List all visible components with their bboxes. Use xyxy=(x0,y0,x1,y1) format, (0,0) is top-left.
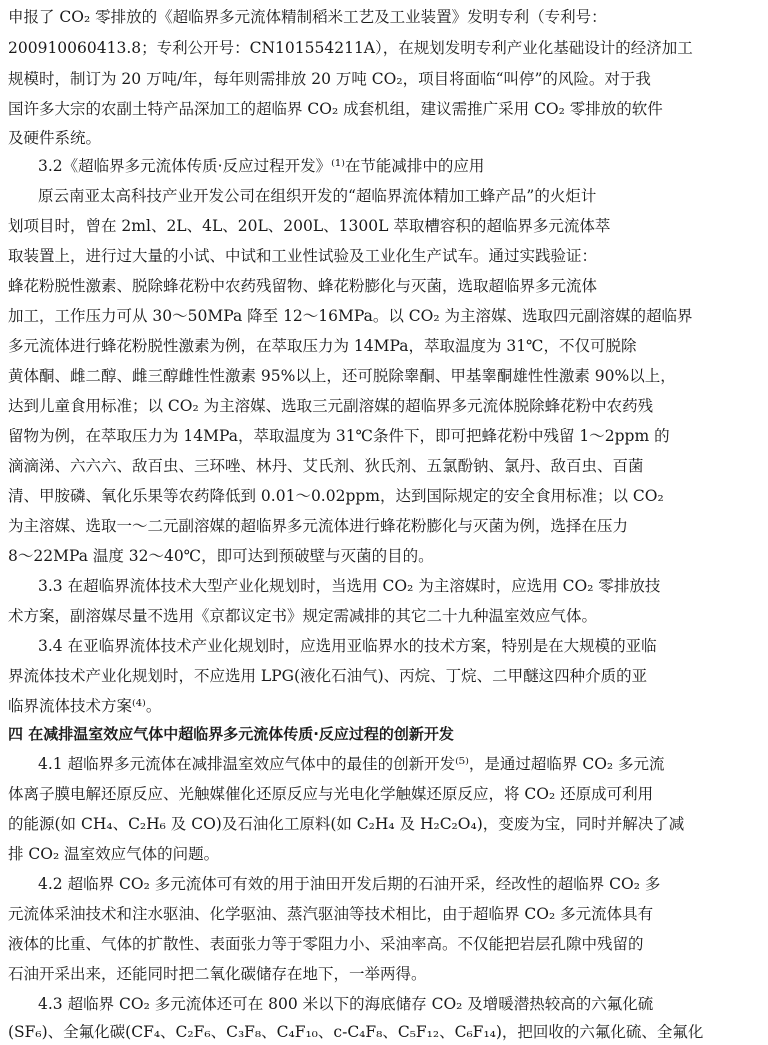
text-line: 取装置上，进行过大量的小试、中试和工业性试验及工业化生产试车。通过实践验证： xyxy=(8,247,598,265)
text-line: 界流体技术产业化规划时，不应选用 LPG(液化石油气)、丙烷、丁烷、二甲醚这四种介质的亚 xyxy=(8,667,648,685)
section-heading-3-2: 3.2《超临界多元流体传质·反应过程开发》⁽¹⁾在节能减排中的应用 xyxy=(38,157,485,175)
text-line: 蜂花粉脱性激素、脱除蜂花粉中农药残留物、蜂花粉膨化与灭菌，选取超临界多元流体 xyxy=(8,277,598,295)
text-line: 规模时，制订为 20 万吨/年，每年则需排放 20 万吨 CO₂，项目将面临“叫停”的风险。对于我 xyxy=(8,70,651,88)
text-line: 加工，工作压力可从 30～50MPa 降至 12～16MPa。以 CO₂ 为主溶媒、选取四元副溶媒的超临界 xyxy=(8,307,693,325)
text-line: 元流体采油技术和注水驱油、化学驱油、蒸汽驱油等技术相比，由于超临界 CO₂ 多元流体具有 xyxy=(8,905,654,923)
text-line: 黄体酮、雌二醇、雌三醇雌性性激素 95%以上，还可脱除睾酮、甲基睾酮雄性性激素 90%以上， xyxy=(8,367,676,385)
text-line: 及硬件系统。 xyxy=(8,129,102,147)
text-line: 滴滴涕、六六六、敌百虫、三环唑、林丹、艾氏剂、狄氏剂、五氯酚钠、氯丹、敌百虫、百菌 xyxy=(8,457,644,475)
text-line: 4.2 超临界 CO₂ 多元流体可有效的用于油田开发后期的石油开采，经改性的超临界 CO₂ 多 xyxy=(38,875,661,893)
text-line: 200910060413.8；专利公开号：CN101554211A），在规划发明专利产业化基础设计的经济加工 xyxy=(8,39,693,57)
text-line: 申报了 CO₂ 零排放的《超临界多元流体精制稻米工艺及工业装置》发明专利（专利号： xyxy=(8,8,607,26)
text-line: 石油开采出来，还能同时把二氧化碳储存在地下，一举两得。 xyxy=(8,965,427,983)
text-line: 3.3 在超临界流体技术大型产业化规划时，当选用 CO₂ 为主溶媒时，应选用 CO₂ 零排放技 xyxy=(38,577,661,595)
text-line: 4.3 超临界 CO₂ 多元流体还可在 800 米以下的海底储存 CO₂ 及增暖潜热较高的六氟化硫 xyxy=(38,995,654,1013)
text-line: 8～22MPa 温度 32～40℃，即可达到预破壁与灭菌的目的。 xyxy=(8,547,434,565)
text-line: 达到儿童食用标准；以 CO₂ 为主溶媒、选取三元副溶媒的超临界多元流体脱除蜂花粉中农药残 xyxy=(8,397,654,415)
text-line: 划项目时，曾在 2ml、2L、4L、20L、200L、1300L 萃取槽容积的超临界多元流体萃 xyxy=(8,217,611,235)
text-line: 多元流体进行蜂花粉脱性激素为例，在萃取压力为 14MPa，萃取温度为 31℃，不仅可脱除 xyxy=(8,337,637,355)
text-line: 的能源(如 CH₄、C₂H₆ 及 CO)及石油化工原料(如 C₂H₄ 及 H₂C₂O₄)，变废为宝，同时并解决了减 xyxy=(8,815,685,833)
text-line: 为主溶媒、选取一～二元副溶媒的超临界多元流体进行蜂花粉膨化与灭菌为例，选择在压力 xyxy=(8,517,629,535)
text-line: 留物为例，在萃取压力为 14MPa，萃取温度为 31℃条件下，即可把蜂花粉中残留 1～2ppm 的 xyxy=(8,427,670,445)
text-line: 液体的比重、气体的扩散性、表面张力等于零阻力小、采油率高。不仅能把岩层孔隙中残留的 xyxy=(8,935,644,953)
section-heading-4: 四 在减排温室效应气体中超临界多元流体传质·反应过程的创新开发 xyxy=(8,725,454,743)
text-line: 3.4 在亚临界流体技术产业化规划时，应选用亚临界水的技术方案，特别是在大规模的亚临 xyxy=(38,637,657,655)
text-line: 体离子膜电解还原反应、光触媒催化还原反应与光电化学触媒还原反应，将 CO₂ 还原成可利用 xyxy=(8,785,654,803)
text-line: 术方案，副溶媒尽量不选用《京都议定书》规定需减排的其它二十九种温室效应气体。 xyxy=(8,607,598,625)
text-line: 排 CO₂ 温室效应气体的问题。 xyxy=(8,845,220,863)
text-line: 国许多大宗的农副土特产品深加工的超临界 CO₂ 成套机组，建议需推广采用 CO₂ 零排放的软件 xyxy=(8,100,663,118)
text-line: 原云南亚太高科技产业开发公司在组织开发的“超临界流体精加工蜂产品”的火炬计 xyxy=(38,187,597,205)
text-line: 清、甲胺磷、氧化乐果等农药降低到 0.01～0.02ppm，达到国际规定的安全食用标准；以 CO₂ xyxy=(8,487,664,505)
text-line: (SF₆)、全氟化碳(CF₄、C₂F₆、C₃F₈、C₄F₁₀、c-C₄F₈、C₅F₁₂、C₆F₁₄)，把回收的六氟化硫、全氟化 xyxy=(8,1023,704,1041)
text-line: 4.1 超临界多元流体在减排温室效应气体中的最佳的创新开发⁽⁵⁾，是通过超临界 CO₂ 多元流 xyxy=(38,755,665,773)
text-line: 临界流体技术方案⁽⁴⁾。 xyxy=(8,697,162,715)
